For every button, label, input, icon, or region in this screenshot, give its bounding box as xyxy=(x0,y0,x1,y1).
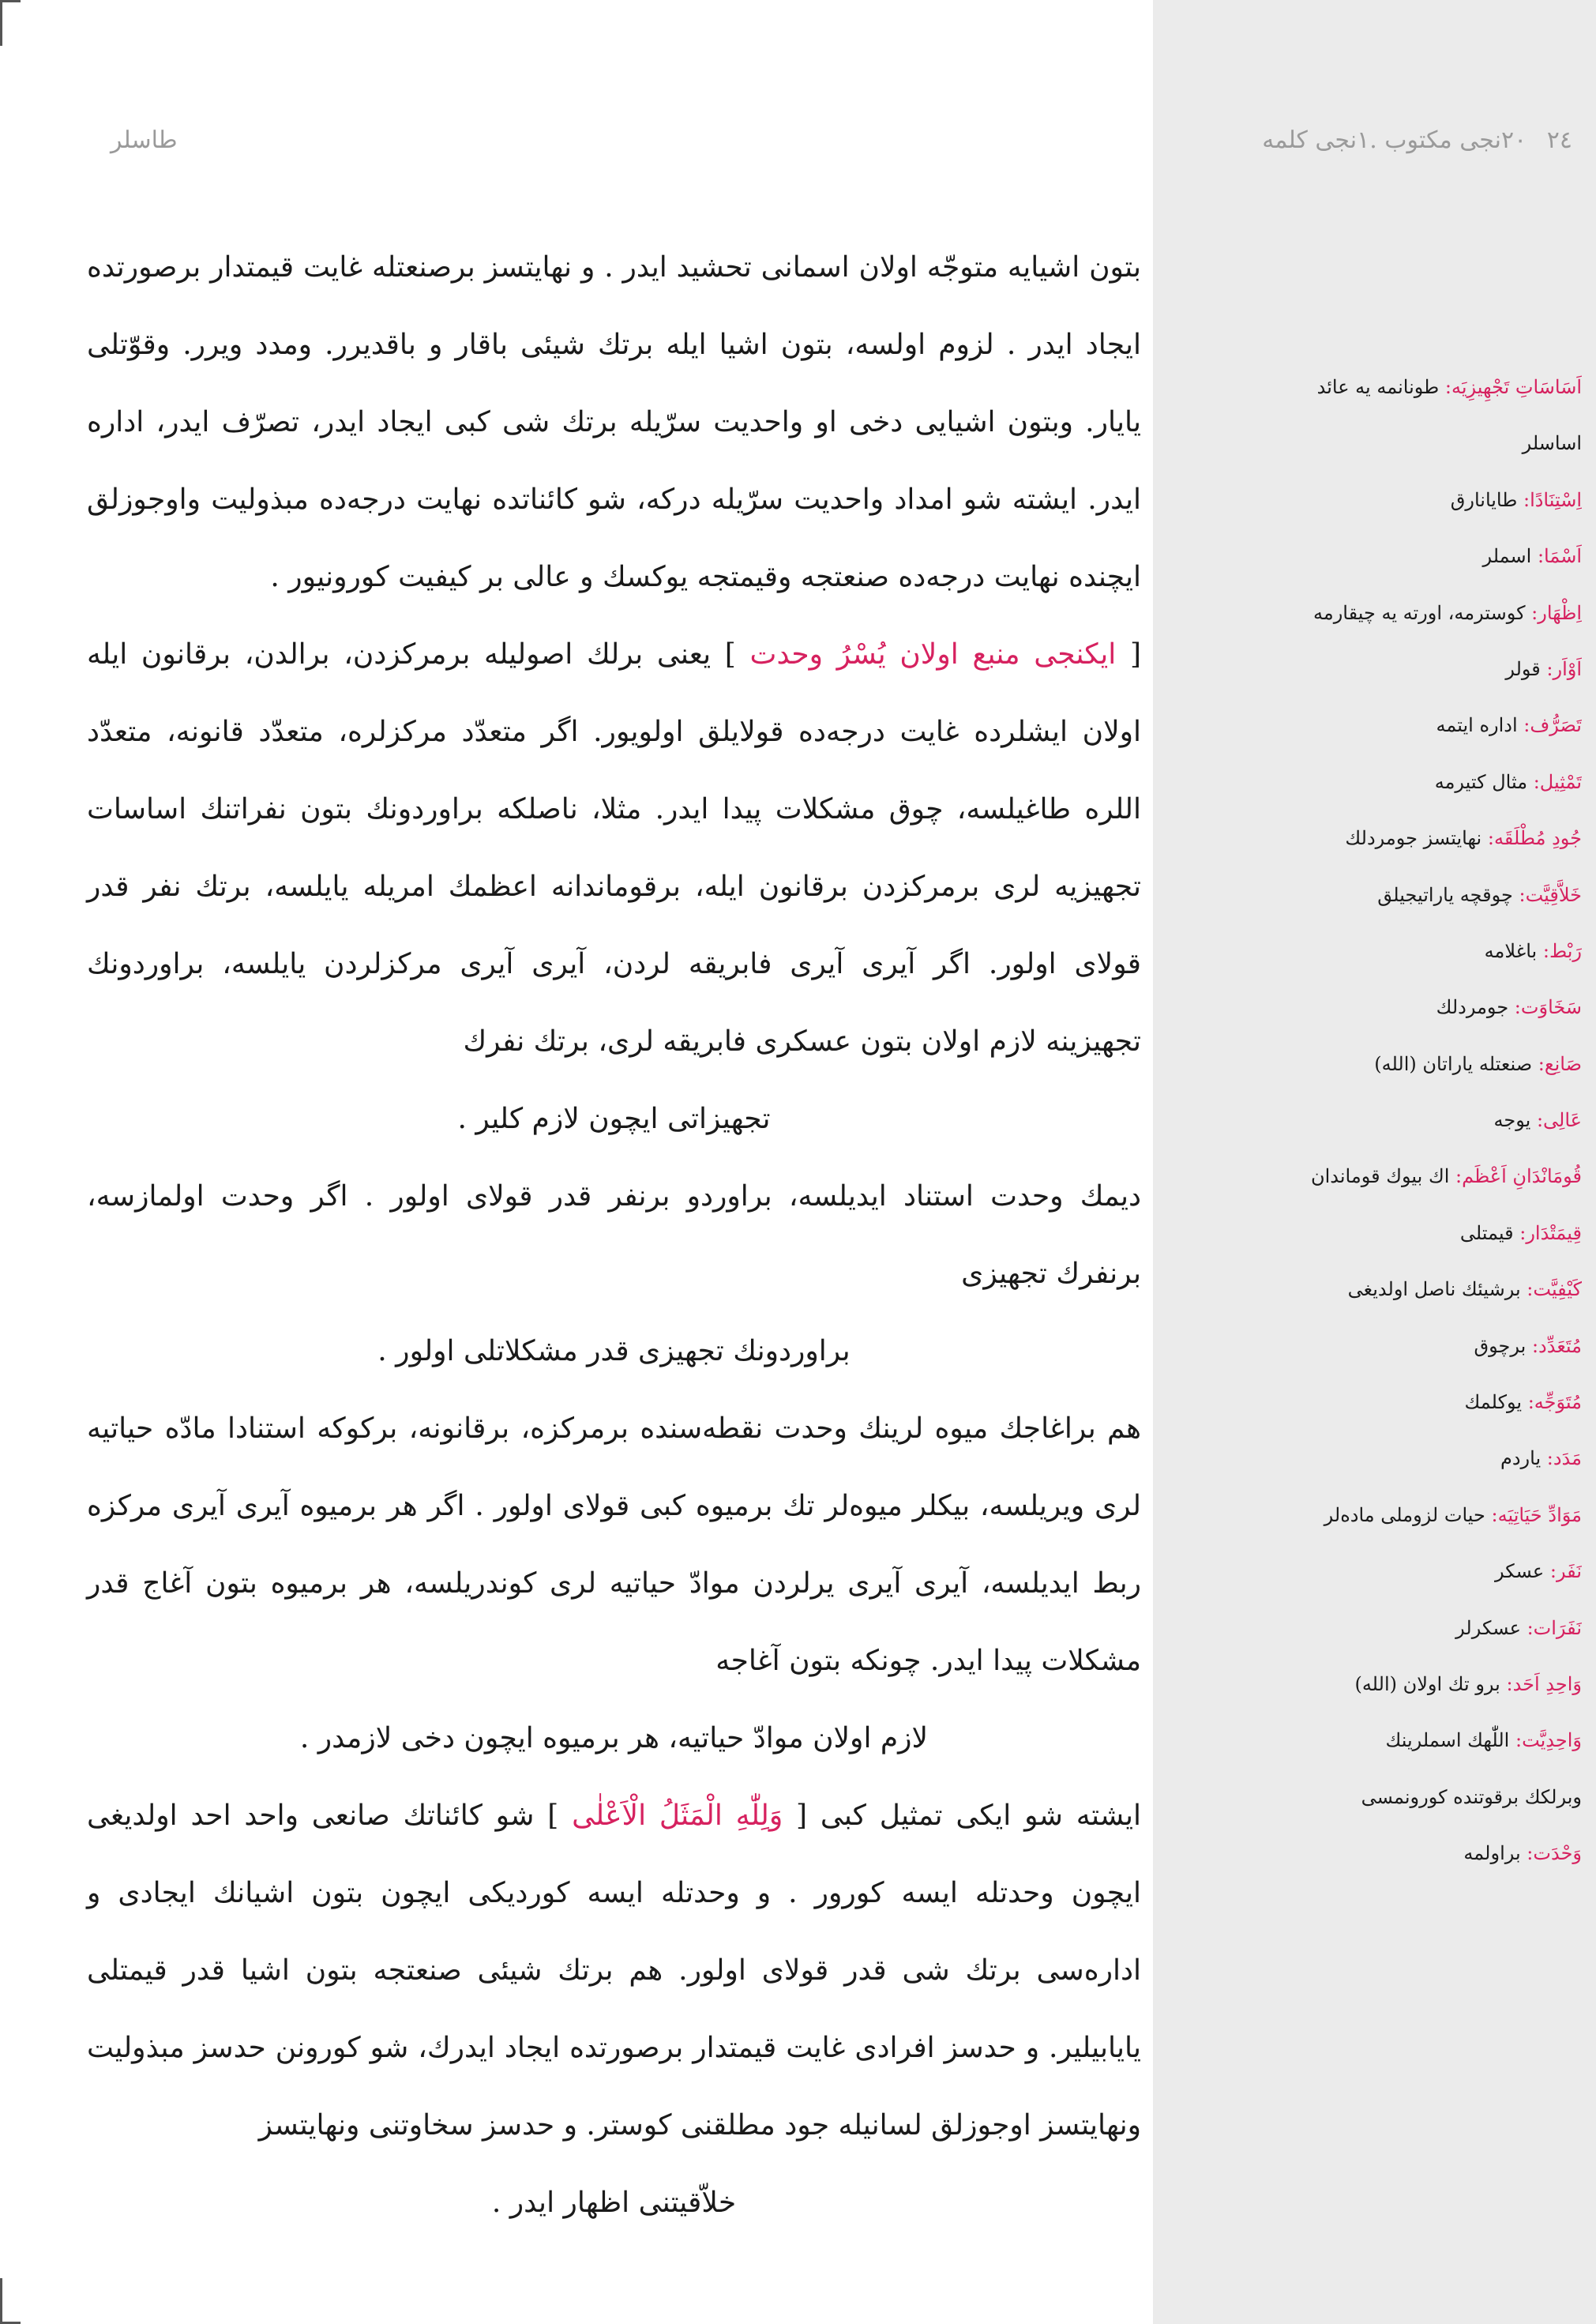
glossary-definition: كوسترمه، اورته يه چيقارمه xyxy=(1312,601,1526,624)
glossary-definition: مثال كتيرمه xyxy=(1434,770,1528,793)
glossary-item: اَسَاسَاتِ تَجْهِيزِيَه: طونانمه يه عائد xyxy=(1316,376,1582,398)
glossary-term: صَانِع xyxy=(1544,1052,1582,1075)
glossary-term: قُومَانْدَانِ اَعْظَم xyxy=(1462,1165,1582,1188)
glossary-definition: صنعتله ياراتان (الله) xyxy=(1374,1052,1533,1075)
glossary-definition: طايانارق xyxy=(1450,488,1518,511)
glossary-item xyxy=(1171,1769,1582,1826)
highlight-verse: وَلِلّٰهِ الْمَثَلُ الْاَعْلٰى xyxy=(572,1799,783,1832)
paragraph-2 xyxy=(87,616,1141,1081)
page-number: ٢٤ xyxy=(1546,126,1572,154)
crop-mark-bottom xyxy=(0,2278,21,2324)
paragraph-2-last-line: تجهيزاتى ايچون لازم كلير . xyxy=(457,1103,771,1135)
glossary-definition: عسكرلر xyxy=(1455,1616,1521,1639)
glossary-definition: برو تك اولان (الله) xyxy=(1354,1672,1500,1695)
glossary-definition: يوجه xyxy=(1493,1109,1531,1132)
paragraph-5-text: شو كائناتك صانعى واحد احد اولديغى ايچون وحدتله ايسه كورور . و وحدتله ايسه كورديكى ايچون بتون اشيانك ايجادى و اداره‌سى برتك شى قدر قولاى اولور. هم برتك شيئى صنعتجه بتون اشيا قدر قيمتلى يايابيلير. و حدسز افرادى غايت قيمتدار برصورتده ايجاد ايدرك، شو كورونن حدسز مبذوليت ونهايتسز اوجوزلق لسانيله جود مطلقنى كوستر. و حدسز سخاوتنى ونهايتسز xyxy=(87,1799,1141,2142)
running-head-chapter xyxy=(1262,126,1572,154)
glossary-definition: اداره ايتمه xyxy=(1436,714,1518,737)
glossary-definition: ياردم xyxy=(1500,1447,1542,1470)
bracket-open: [ xyxy=(796,1799,808,1832)
glossary-term: مُتَوَجِّه xyxy=(1534,1391,1582,1414)
glossary-item: وَحْدَت: براولمه xyxy=(1463,1842,1582,1865)
paragraph-5-last-line: خلاّقيتنى اظهار ايدر . xyxy=(491,2187,737,2219)
glossary-term: كَيْفِيَّت xyxy=(1533,1278,1582,1301)
paragraph-3: ديمك وحدت استناد ايديلسه، براوردو برنفر قدر قولاى اولور . اگر وحدت اولمازسه، برنفرك تجهيزى xyxy=(87,1180,1141,1290)
glossary-sidebar xyxy=(1153,0,1596,2324)
glossary-definition: اسملر xyxy=(1482,545,1532,568)
glossary-definition: اللّٰهك اسملرينك xyxy=(1385,1729,1510,1752)
glossary-term: اَسَاسَاتِ تَجْهِيزِيَه xyxy=(1451,376,1582,398)
glossary-term: وَاحِدِيَّت xyxy=(1522,1729,1582,1752)
glossary-term: سَخَاوَت xyxy=(1520,996,1582,1019)
glossary-term: وَحْدَت xyxy=(1533,1842,1582,1865)
glossary-term: عَالِى xyxy=(1543,1109,1582,1132)
glossary-item: قُومَانْدَانِ اَعْظَم: اك بيوك قوماندان xyxy=(1310,1165,1582,1188)
glossary-definition: برچوق xyxy=(1474,1334,1527,1357)
glossary-definition: جومردلك xyxy=(1436,996,1509,1019)
highlight-term: ايكنجى منبع اولان يُسْرُ وحدت xyxy=(749,638,1117,671)
glossary-definition: اساسلر xyxy=(1522,432,1582,455)
glossary-term: رَبْط xyxy=(1549,939,1582,962)
glossary-item: كَيْفِيَّت: برشيئك ناصل اولديغى xyxy=(1347,1278,1582,1301)
glossary-item: مَوَادِّ حَيَاتِيَه: حيات لزوملى ماده‌لر xyxy=(1324,1503,1582,1526)
glossary-definition: يوكلمك xyxy=(1464,1391,1523,1414)
glossary-item: مُتَعَدِّد: برچوق xyxy=(1474,1334,1582,1357)
glossary-term: اِظْهَار xyxy=(1538,601,1582,624)
glossary-definition: براولمه xyxy=(1463,1842,1521,1865)
glossary-term: اَسْمَا xyxy=(1544,545,1582,568)
glossary-definition: قولر xyxy=(1505,657,1541,680)
glossary-item: اَوْاَر: قولر xyxy=(1505,657,1582,680)
glossary-definition: طونانمه يه عائد xyxy=(1316,376,1440,398)
bracket-close: ] xyxy=(724,638,736,671)
running-head-section: طاسلر xyxy=(111,126,178,154)
glossary-definition: عسكر xyxy=(1494,1560,1545,1583)
glossary-term: نَفَر xyxy=(1556,1560,1582,1583)
glossary-definition: اك بيوك قوماندان xyxy=(1310,1165,1450,1188)
glossary-item: عَالِى: يوجه xyxy=(1493,1109,1582,1132)
chapter-title: ٢٠نجی مكتوب .١نجی كلمه xyxy=(1262,126,1527,154)
glossary-item: وَاحِدِ اَحَد: برو تك اولان (الله) xyxy=(1354,1672,1582,1695)
glossary-term: وَاحِدِ اَحَد xyxy=(1512,1672,1582,1695)
glossary-term: مُتَعَدِّد xyxy=(1538,1334,1582,1357)
glossary-item: خَلاَّقِيَّت: چوقچه ياراتيجيلق xyxy=(1377,883,1582,906)
glossary-item: نَفَر: عسكر xyxy=(1494,1560,1582,1583)
glossary-definition: حيات لزوملى ماده‌لر xyxy=(1324,1503,1485,1526)
bracket-open: [ xyxy=(1129,638,1142,671)
paragraph-5 xyxy=(87,1777,1141,2164)
glossary-item: قِيمَتْدَار: قيمتلى xyxy=(1459,1221,1582,1244)
glossary-term: جُودِ مُطْلَقَه xyxy=(1493,827,1582,850)
glossary-definition: نهايتسز جومردلك xyxy=(1345,827,1482,850)
glossary-item: نَفَرَات: عسكرلر xyxy=(1455,1616,1582,1639)
glossary-item: جُودِ مُطْلَقَه: نهايتسز جومردلك xyxy=(1345,827,1582,850)
glossary-term: مَوَادِّ حَيَاتِيَه xyxy=(1497,1503,1582,1526)
glossary-item xyxy=(1171,416,1582,472)
glossary-item: مَدَد: ياردم xyxy=(1500,1447,1582,1470)
glossary-term: مَدَد xyxy=(1553,1447,1582,1470)
glossary-term: قِيمَتْدَار xyxy=(1526,1221,1582,1244)
glossary-term: تَمْثِيل xyxy=(1539,770,1582,793)
glossary-term: خَلاَّقِيَّت xyxy=(1525,883,1582,906)
glossary-definition: وبرلكك برقوتنده كورونمسى xyxy=(1361,1785,1582,1808)
glossary-term: تَصَرُّف xyxy=(1530,714,1582,737)
glossary-item: وَاحِدِيَّت: اللّٰهك اسملرينك xyxy=(1385,1729,1582,1752)
glossary-item: اَسْمَا: اسملر xyxy=(1482,545,1582,568)
glossary-item: رَبْط: باغلامه xyxy=(1484,939,1582,962)
paragraph-4-last-line: لازم اولان موادّ حياتيه، هر برميوه ايچون دخى لازمدر . xyxy=(299,1722,929,1754)
glossary-item: اِظْهَار: كوسترمه، اورته يه چيقارمه xyxy=(1312,601,1582,624)
glossary-item: مُتَوَجِّه: يوكلمك xyxy=(1464,1391,1582,1414)
paragraph-4: هم براغاجك ميوه لرينك وحدت نقطه‌سنده برمركزه، برقانونه، بركوكه استنادا مادّه حياتيه لرى ويريلسه، بيكلر ميوه‌لر تك برميوه كبى قولاى اولور . اگر هر برميوه آيرى آيرى مركزه ربط ايديلسه، آيرى آيرى يرلردن موادّ حياتيه لرى كوندريلسه، هر برميوه بتون آغاج قدر مشكلات پيدا ايدر. چونكه بتون آغاجه xyxy=(87,1412,1141,1677)
paragraph-1: بتون اشيايه متوجّه اولان اسمانى تحشيد ايدر . و نهايتسز برصنعتله غايت قيمتدار برصورتده ايجاد ايدر . لزوم اولسه، بتون اشيا ايله برتك شيئى باقار و باقديرر. ومدد ويرر. وقوّتلى يايار. وبتون اشيايى دخى او واحديت سرّيله برتك شى كبى ايجاد ايدر، تصرّف ايدر، اداره ايدر. ايشته شو امداد واحديت سرّيله دركه، شو كائناتده نهايت درجه‌ده مبذوليت واوجوزلق ايچنده نهايت درجه‌ده صنعتجه وقيمتجه يوكسك و عالى بر كيفيت كورونيور . xyxy=(87,251,1141,593)
glossary-term: اَوْاَر xyxy=(1553,657,1582,680)
glossary-item: صَانِع: صنعتله ياراتان (الله) xyxy=(1374,1052,1582,1075)
bracket-close: ] xyxy=(547,1799,559,1832)
glossary-definition: چوقچه ياراتيجيلق xyxy=(1377,883,1513,906)
paragraph-5-lead: ايشته شو ايكى تمثيل كبى xyxy=(820,1799,1142,1832)
paragraph-2-text: يعنى برلك اصوليله برمركزدن، برالدن، برقانون ايله اولان ايشلرده غايت درجه‌ده قولايلق اولويور. اگر متعدّد مركزلره، متعدّد قانونه، متعدّد اللره طاغيلسه، چوق مشكلات پيدا ايدر. مثلا، ناصلكه براوردونك بتون نفراتنك اساسات تجهيزيه لرى برمركزدن برقانون ايله، برقوماندانه اعظمك امريله يايلسه، برتك نفر قدر قولاى اولور. اگر آيرى آيرى فابريقه لردن، آيرى آيرى مركزلردن يايلسه، براوردونك تجهيزينه لازم اولان بتون عسكرى فابريقه لرى، برتك نفرك xyxy=(87,638,1141,1058)
glossary-item: تَمْثِيل: مثال كتيرمه xyxy=(1434,770,1582,793)
glossary-item: اِسْتِنَادًا: طايانارق xyxy=(1450,488,1582,511)
glossary-item: تَصَرُّف: اداره ايتمه xyxy=(1436,714,1582,737)
glossary-list xyxy=(1171,359,1582,1882)
glossary-term: نَفَرَات xyxy=(1533,1616,1582,1639)
glossary-term: اِسْتِنَادًا xyxy=(1530,488,1582,511)
glossary-definition: برشيئك ناصل اولديغى xyxy=(1347,1278,1521,1301)
glossary-definition: قيمتلى xyxy=(1459,1221,1514,1244)
glossary-definition: باغلامه xyxy=(1484,939,1538,962)
glossary-item: سَخَاوَت: جومردلك xyxy=(1436,996,1582,1019)
paragraph-3-last-line: براوردونك تجهيزى قدر مشكلاتلى اولور . xyxy=(377,1335,851,1367)
main-text-block xyxy=(87,229,1141,2242)
crop-mark-top xyxy=(0,0,21,46)
